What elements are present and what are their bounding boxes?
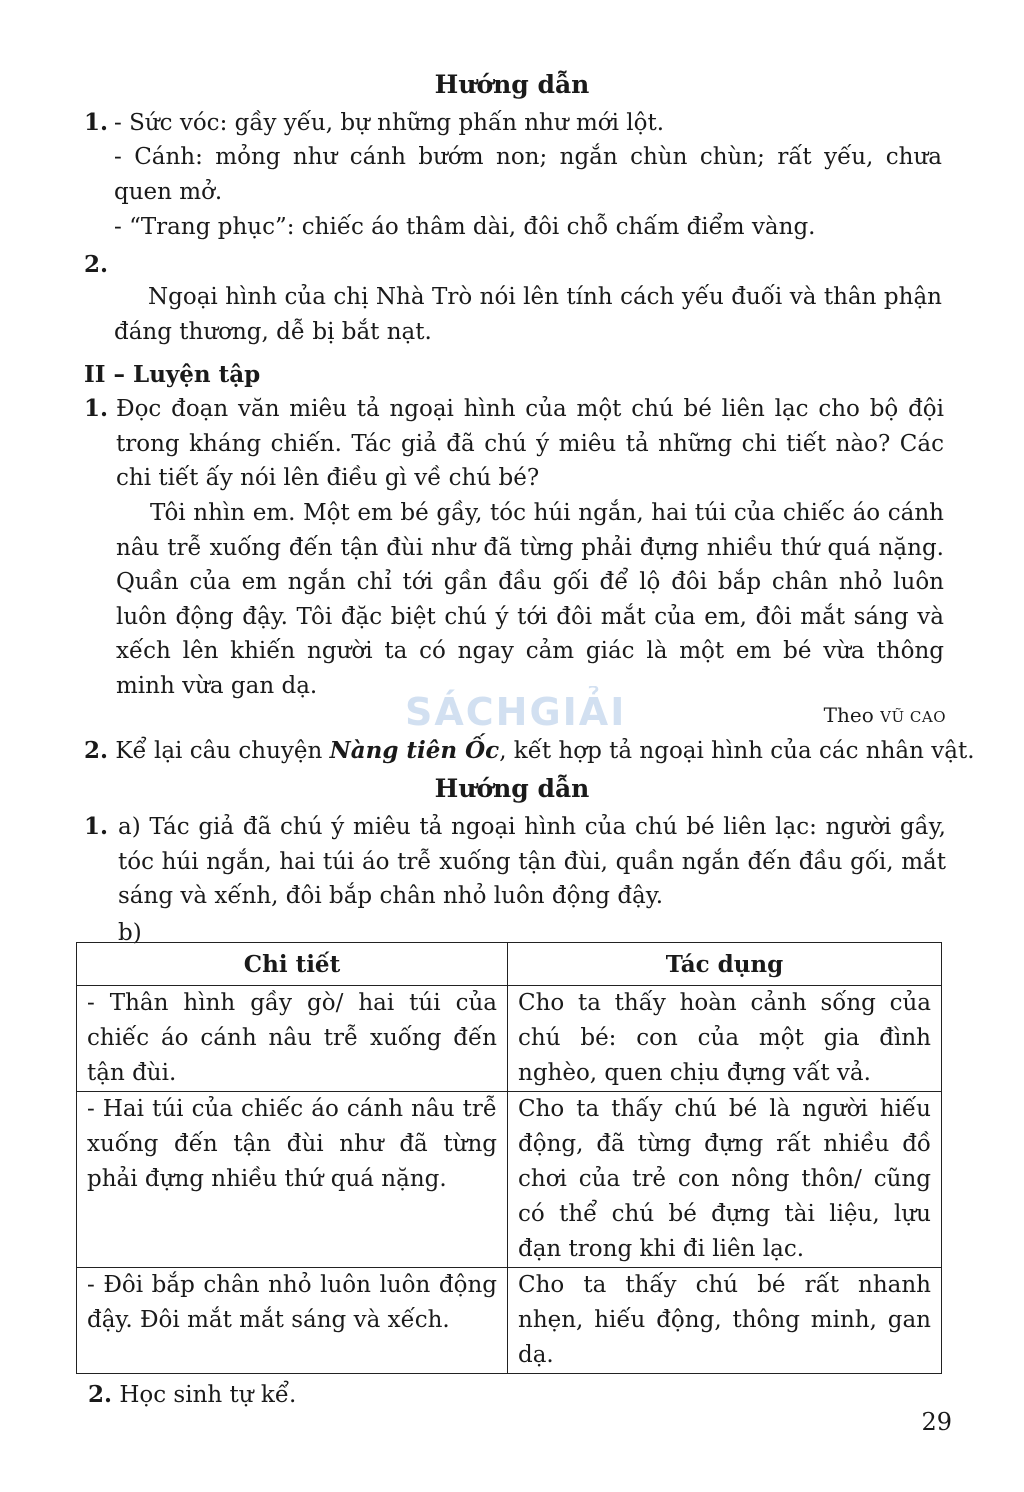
watermark-logo: SÁCHGIẢI <box>405 690 627 734</box>
table-row <box>77 1268 942 1374</box>
ex2-line <box>84 734 975 769</box>
guide1-number-1: 1. <box>84 109 109 136</box>
guide1-line-costume: - “Trang phục”: chiếc áo thâm dài, đôi chỗ chấm điểm vàng. <box>114 214 816 240</box>
guide-title-2: Hướng dẫn <box>434 774 590 803</box>
guide-title-1: Hướng dẫn <box>434 70 590 99</box>
guide1-line-wings: - Cánh: mỏng như cánh bướm non; ngắn chùn chùn; rất yếu, chưa quen mở. <box>114 144 942 205</box>
table-cell-detail: - Đôi bắp chân nhỏ luôn luôn động đậy. Đôi mắt mắt sáng và xếch. <box>77 1268 508 1374</box>
table-cell-effect: Cho ta thấy chú bé là người hiếu động, đã từng đựng rất nhiều đồ chơi của trẻ con nông thôn/ cũng có thể chú bé đựng tài liệu, lựu đạn trong khi đi liên lạc. <box>508 1092 942 1268</box>
passage-source <box>824 698 946 735</box>
guide1-answer-2: Ngoại hình của chị Nhà Trò nói lên tính cách yếu đuối và thân phận đáng thương, dễ bị bắt nạt. <box>114 284 942 345</box>
table-header-effect: Tác dụng <box>508 943 942 986</box>
guide2-answer-a: a) Tác giả đã chú ý miêu tả ngoại hình của chú bé liên lạc: người gầy, tóc húi ngắn, hai túi áo trễ xuống tận đùi, quần ngắn đến đầu gối, mắt sáng và xếnh, đôi bắp chân nhỏ luôn động đậy. <box>118 814 946 909</box>
table-row <box>77 986 942 1092</box>
ex2-story-title: Nàng tiên Ốc <box>329 737 500 764</box>
guide2-label-b: b) <box>118 920 142 946</box>
ex2-number: 2. <box>84 737 109 764</box>
ex2-text-before: Kể lại câu chuyện <box>115 738 323 764</box>
details-table <box>76 942 942 1374</box>
ex1-number: 1. <box>84 395 109 422</box>
section-title: II – Luyện tập <box>84 361 261 388</box>
source-prefix: Theo <box>823 703 874 727</box>
guide2-answer-2-line <box>88 1378 296 1413</box>
guide1-line-physique: - Sức vóc: gầy yếu, bự những phấn như mới lột. <box>114 110 665 136</box>
ex1-passage: Tôi nhìn em. Một em bé gầy, tóc húi ngắn, hai túi của chiếc áo cánh nâu trễ xuống đến tận đùi như đã từng phải đựng nhiều thứ quá nặng. Quần của em ngắn chỉ tới gần đầu gối để lộ đôi bắp chân nhỏ luôn luôn động đậy. Tôi đặc biệt chú ý tới đôi mắt của em, đôi mắt sáng và xếch lên khiến người ta có ngay cảm giác là một em bé vừa thông minh vừa gan dạ. <box>116 500 944 699</box>
guide1-number-2: 2. <box>84 251 109 278</box>
page-number: 29 <box>921 1408 952 1436</box>
table-cell-effect: Cho ta thấy chú bé rất nhanh nhẹn, hiếu động, thông minh, gan dạ. <box>508 1268 942 1374</box>
ex2-text-after: , kết hợp tả ngoại hình của các nhân vật. <box>499 738 975 764</box>
table-cell-detail: - Hai túi của chiếc áo cánh nâu trễ xuống đến tận đùi như đã từng phải đựng nhiều thứ quá nặng. <box>77 1092 508 1268</box>
table-header-detail: Chi tiết <box>77 943 508 986</box>
table-cell-effect: Cho ta thấy hoàn cảnh sống của chú bé: con của một gia đình nghèo, quen chịu đựng vất vả. <box>508 986 942 1092</box>
ex1-question: Đọc đoạn văn miêu tả ngoại hình của một chú bé liên lạc cho bộ đội trong kháng chiến. Tác giả đã chú ý miêu tả những chi tiết nào? Các chi tiết ấy nói lên điều gì về chú bé? <box>116 396 944 491</box>
table-row <box>77 1092 942 1268</box>
guide2-number-1: 1. <box>84 813 109 840</box>
table-header-row <box>77 943 942 986</box>
source-author: VŨ CAO <box>880 708 946 726</box>
guide2-answer-2: Học sinh tự kể. <box>119 1382 297 1408</box>
table-cell-detail: - Thân hình gầy gò/ hai túi của chiếc áo cánh nâu trễ xuống đến tận đùi. <box>77 986 508 1092</box>
guide2-number-2: 2. <box>88 1381 113 1408</box>
